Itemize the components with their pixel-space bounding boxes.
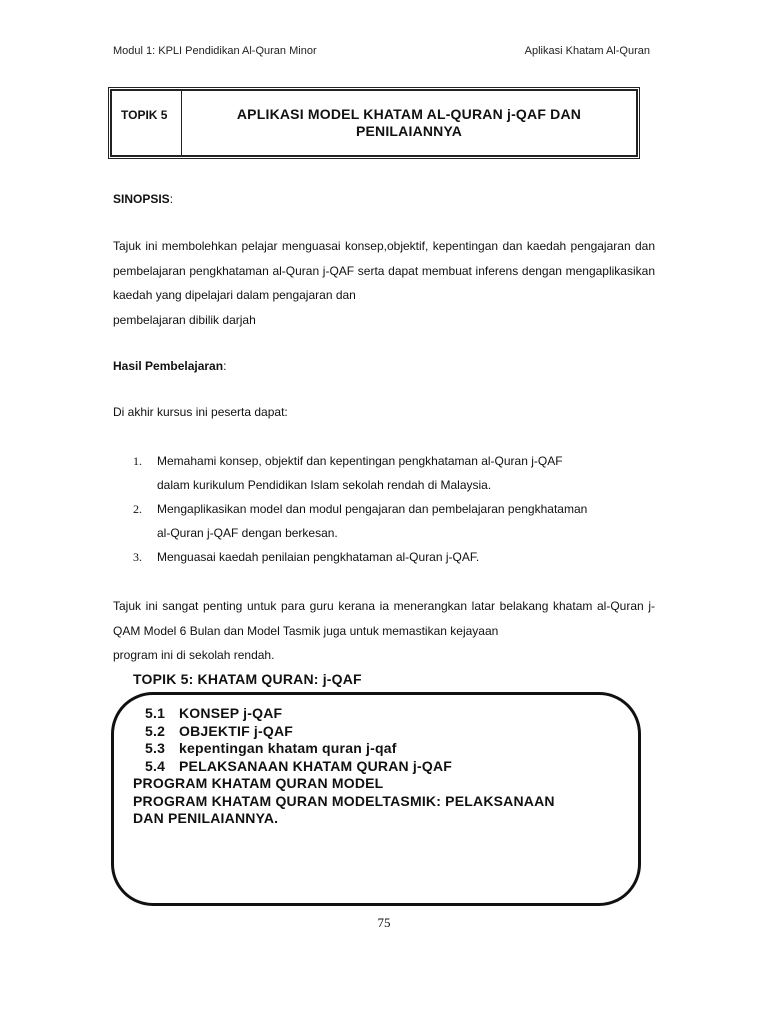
outline-subitem bbox=[133, 740, 555, 758]
hasil-colon: : bbox=[223, 359, 227, 373]
list-item bbox=[133, 449, 655, 497]
outline-lines bbox=[133, 705, 555, 828]
importance-paragraph bbox=[113, 594, 655, 668]
list-item-line-2: al-Quran j-QAF dengan berkesan. bbox=[157, 526, 338, 540]
title-topic-label: TOPIK 5 bbox=[112, 91, 182, 155]
list-item-number: 1. bbox=[133, 454, 142, 468]
list-item-line-1: Memahami konsep, objektif dan kepentingan pengkhataman al-Quran j-QAF bbox=[157, 454, 563, 468]
outline-subitem-number: 5.4 bbox=[145, 757, 166, 774]
title-box bbox=[110, 89, 638, 157]
title-line-2: PENILAIANNYA bbox=[355, 123, 463, 139]
list-item-line-1: Menguasai kaedah penilaian pengkhataman al-Quran j-QAF. bbox=[157, 550, 480, 564]
sinopsis-body: Tajuk ini membolehkan pelajar menguasai konsep,objektif, kepentingan dan kaedah pengajaran dan pembelajaran pengkhataman al-Quran j-QAF serta dapat membuat inferens dengan mengaplikasikan kaedah yang dipelajari dalam pengajaran dan bbox=[113, 239, 655, 302]
outline-subitem-text: KONSEP j-QAF bbox=[179, 705, 283, 721]
outline-heading: TOPIK 5: KHATAM QURAN: j-QAF bbox=[133, 671, 362, 687]
list-item bbox=[133, 545, 655, 569]
list-item-line-1: Mengaplikasikan model dan modul pengajaran dan pembelajaran pengkhataman bbox=[157, 502, 588, 516]
outline-subitem-text: kepentingan khatam quran j-qaf bbox=[179, 740, 397, 756]
title-text bbox=[182, 106, 636, 140]
outline-subitem-number: 5.2 bbox=[145, 722, 166, 739]
sinopsis-label: SINOPSIS bbox=[113, 192, 170, 206]
list-item-number: 2. bbox=[133, 502, 142, 516]
running-header-right: Aplikasi Khatam Al-Quran bbox=[524, 45, 650, 57]
outline-subitem bbox=[133, 705, 555, 723]
page-number: 75 bbox=[377, 915, 391, 930]
running-header-left: Modul 1: KPLI Pendidikan Al-Quran Minor bbox=[113, 45, 317, 57]
hasil-heading bbox=[113, 354, 655, 379]
hasil-label: Hasil Pembelajaran bbox=[113, 359, 224, 373]
outline-subitem-number: 5.1 bbox=[145, 705, 166, 721]
list-item-line-2: dalam kurikulum Pendidikan Islam sekolah rendah di Malaysia. bbox=[157, 478, 492, 492]
title-line-1: APLIKASI MODEL KHATAM AL-QURAN j-QAF DAN bbox=[236, 106, 582, 122]
outline-tasmik-line-2: DAN PENILAIANNYA. bbox=[133, 810, 279, 826]
outline-program-line: PROGRAM KHATAM QURAN MODEL bbox=[133, 775, 384, 791]
sinopsis-body-last: pembelajaran dibilik darjah bbox=[113, 312, 256, 327]
outline-tasmik-line-1: PROGRAM KHATAM QURAN MODELTASMIK: PELAKSANAAN bbox=[133, 792, 555, 809]
hasil-intro: Di akhir kursus ini peserta dapat: bbox=[113, 405, 288, 419]
outline-subitem-number: 5.3 bbox=[145, 740, 166, 756]
outline-subitem bbox=[133, 723, 555, 741]
learning-outcomes-list bbox=[133, 449, 655, 569]
list-item-number: 3. bbox=[133, 550, 142, 564]
outline-subitem bbox=[133, 758, 555, 776]
sinopsis-heading bbox=[113, 187, 655, 212]
importance-body-last: program ini di sekolah rendah. bbox=[113, 648, 275, 662]
sinopsis-paragraph bbox=[113, 234, 655, 332]
importance-body: Tajuk ini sangat penting untuk para guru kerana ia menerangkan latar belakang khatam al-Quran j-QAM Model 6 Bulan dan Model Tasmik juga untuk memastikan kejayaan bbox=[113, 599, 655, 638]
outline-subitem-text: PELAKSANAAN KHATAM QURAN j-QAF bbox=[179, 757, 453, 774]
outline-subitem-text: OBJEKTIF j-QAF bbox=[179, 722, 294, 739]
sinopsis-colon: : bbox=[169, 192, 174, 206]
list-item bbox=[133, 497, 655, 545]
